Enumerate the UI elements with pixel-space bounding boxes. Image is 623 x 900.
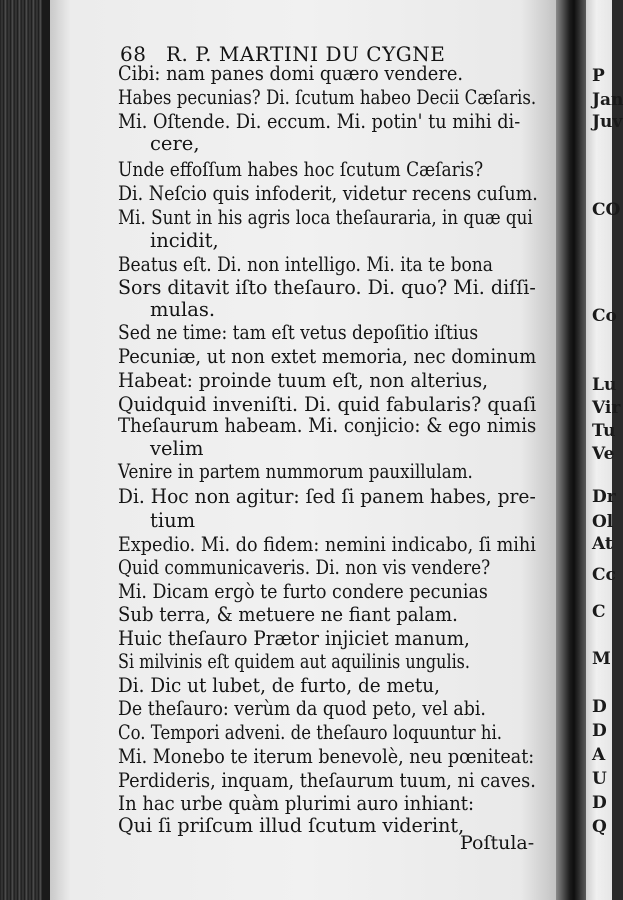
facing-page-fragment: Ol [592,512,614,532]
text-line: Di. Dic ut lubet, de furto, de metu, [118,674,440,697]
text-line: Beatus eſt. Di. non intelligo. Mi. ita te bona [118,253,493,276]
facing-page-fragment: Vir [592,398,621,418]
text-line: velim [150,437,204,460]
text-line: Mi. Sunt in his agris loca theſauraria, in quæ qui [118,206,533,229]
text-line: Quidquid inveniſti. Di. quid fabularis? quaſi [118,393,537,416]
facing-page-fragment: D [592,793,607,813]
text-line: Quid communicaveris. Di. non vis vendere? [118,556,491,579]
text-line: Habeat: proinde tuum eſt, non alterius, [118,369,489,392]
text-line: Habes pecunias? Di. ſcutum habeo Decii Cæſaris. [118,86,537,109]
text-line: Huic theſauro Prætor injiciet manum, [118,627,470,650]
facing-page-fragment: D [592,721,607,741]
text-line: Expedio. Mi. do fidem: nemini indicabo, ſi mihi [118,533,536,556]
facing-page-fragment: Juv [592,112,623,132]
facing-page-fragment: M [592,649,611,669]
running-title: R. P. MARTINI DU CYGNE [166,42,446,66]
facing-page-fragment: D [592,697,607,717]
text-line: Theſaurum habeam. Mi. conjicio: & ego nimis [118,414,537,437]
text-line: Unde effoſſum habes hoc ſcutum Cæſaris? [118,158,484,181]
facing-page-fragment: Cc [592,565,616,585]
text-line: incidit, [150,229,219,252]
facing-page-fragment: C [592,602,606,622]
facing-page-fragment: At [592,534,613,554]
text-line: Sors ditavit iſto theſauro. Di. quo? Mi. diſſi- [118,276,536,299]
text-line: cere, [150,132,200,155]
facing-page-fragment: U [592,769,607,789]
text-line: Di. Hoc non agitur: ſed ſi panem habes, pre- [118,485,536,508]
facing-page-fragment: Dr [592,487,616,507]
text-line: Si milvinis eſt quidem aut aquilinis ungulis. [118,650,470,673]
text-line: Venire in partem nummorum pauxillulam. [118,460,473,483]
text-line: Qui ſi priſcum illud ſcutum viderint, [118,814,465,837]
text-line: Perdideris, inquam, theſaurum tuum, ni caves. [118,769,536,792]
facing-page-fragment: Tu [592,421,616,441]
facing-page-fragment: Q [592,817,607,837]
text-line: Sed ne time: tam eſt vetus depoſitio iſtius [118,321,479,344]
text-line: Co. Tempori adveni. de theſauro loquuntur hi. [118,721,503,744]
text-line: Mi. Monebo te iterum benevolè, neu pœniteat: [118,745,535,768]
text-line: Sub terra, & metuere ne fiant palam. [118,603,458,626]
catchword: Poſtula- [460,832,535,854]
facing-page-fragment: Lu [592,375,617,395]
text-line: De theſauro: verùm da quod peto, vel abi. [118,697,486,720]
text-line: Mi. Dicam ergò te furto condere pecunias [118,580,488,603]
facing-page-fragment: Ve [592,444,615,464]
facing-page-fragment: CO [592,200,621,220]
text-line: tium [150,509,196,532]
page-number: 68 [120,42,147,66]
facing-page-fragment: Co [592,306,617,326]
text-line: Di. Neſcio quis infoderit, videtur recens cuſum. [118,182,538,205]
facing-page-fragment: Jan [592,90,623,110]
text-line: Mi. Oſtende. Di. eccum. Mi. potin' tu mihi di- [118,110,521,133]
text-line: mulas. [150,298,216,321]
text-line: Pecuniæ, ut non extet memoria, nec dominum [118,345,537,368]
text-line: In hac urbe quàm plurimi auro inhiant: [118,792,475,815]
text-line: Cibi: nam panes domi quæro vendere. [118,62,464,85]
facing-page-fragment: P [592,66,605,86]
facing-page-fragment: A [592,745,606,765]
